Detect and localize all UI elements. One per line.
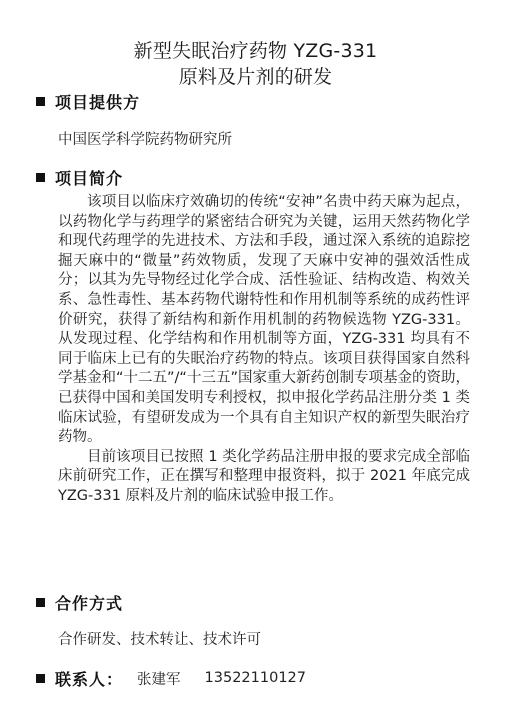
intro-paragraph-2: 目前该项目已按照 1 类化学药品注册申报的要求完成全部临床前研究工作，正在撰写和整理申报资料，拟于 2021 年底完成 YZG-331 原料及片剂的临床试验申报工作。 <box>58 448 470 504</box>
contact-heading-text: 联系人： <box>55 669 124 689</box>
document-title-line-2: 原料及片剂的研发 <box>178 66 333 88</box>
contact-line <box>36 667 306 689</box>
intro-heading-text: 项目简介 <box>55 168 124 188</box>
contact-phone: 13522110127 <box>204 670 306 686</box>
cooperation-section-heading <box>36 591 123 613</box>
intro-section-heading <box>36 166 123 188</box>
intro-body <box>58 193 470 507</box>
provider-value: 中国医学科学院药物研究所 <box>58 132 232 148</box>
section-bullet-icon <box>36 674 45 683</box>
contact-name: 张建军 <box>137 671 181 688</box>
provider-heading-text: 项目提供方 <box>55 92 141 112</box>
section-bullet-icon <box>36 598 45 607</box>
provider-section-heading <box>36 90 140 112</box>
cooperation-heading-text: 合作方式 <box>55 593 124 613</box>
document-title-line-1: 新型失眠治疗药物 YZG-331 <box>133 40 378 62</box>
intro-paragraph-1: 该项目以临床疗效确切的传统“安神”名贵中药天麻为起点，以药物化学与药理学的紧密结合研究为关键，运用天然药物化学和现代药理学的先进技术、方法和手段，通过深入系统的追踪挖掘天麻中的“微量”药效物质，发现了天麻中安神的强效活性成分；以其为先导物经过化学合成、活性验证、结构改造、构效关系、急性毒性、基本药物代谢特性和作用机制等系统的成药性评价研究，获得了新结构和新作用机制的药物候选物 YZG-331。从发现过程、化学结构和作用机制等方面，YZG-331 均具有不同于临床上已有的失眠治疗药物的特点。该项目获得国家自然科学基金和“十二五”/“十三五”国家重大新药创制专项基金的资助，已获得中国和美国发明专利授权，拟申报化学药品注册分类 1 类临床试验，有望研发成为一个具有自主知识产权的新型失眠治疗药物。 <box>58 194 470 446</box>
section-bullet-icon <box>36 173 45 182</box>
section-bullet-icon <box>36 97 45 106</box>
cooperation-value: 合作研发、技术转让、技术许可 <box>58 632 261 648</box>
